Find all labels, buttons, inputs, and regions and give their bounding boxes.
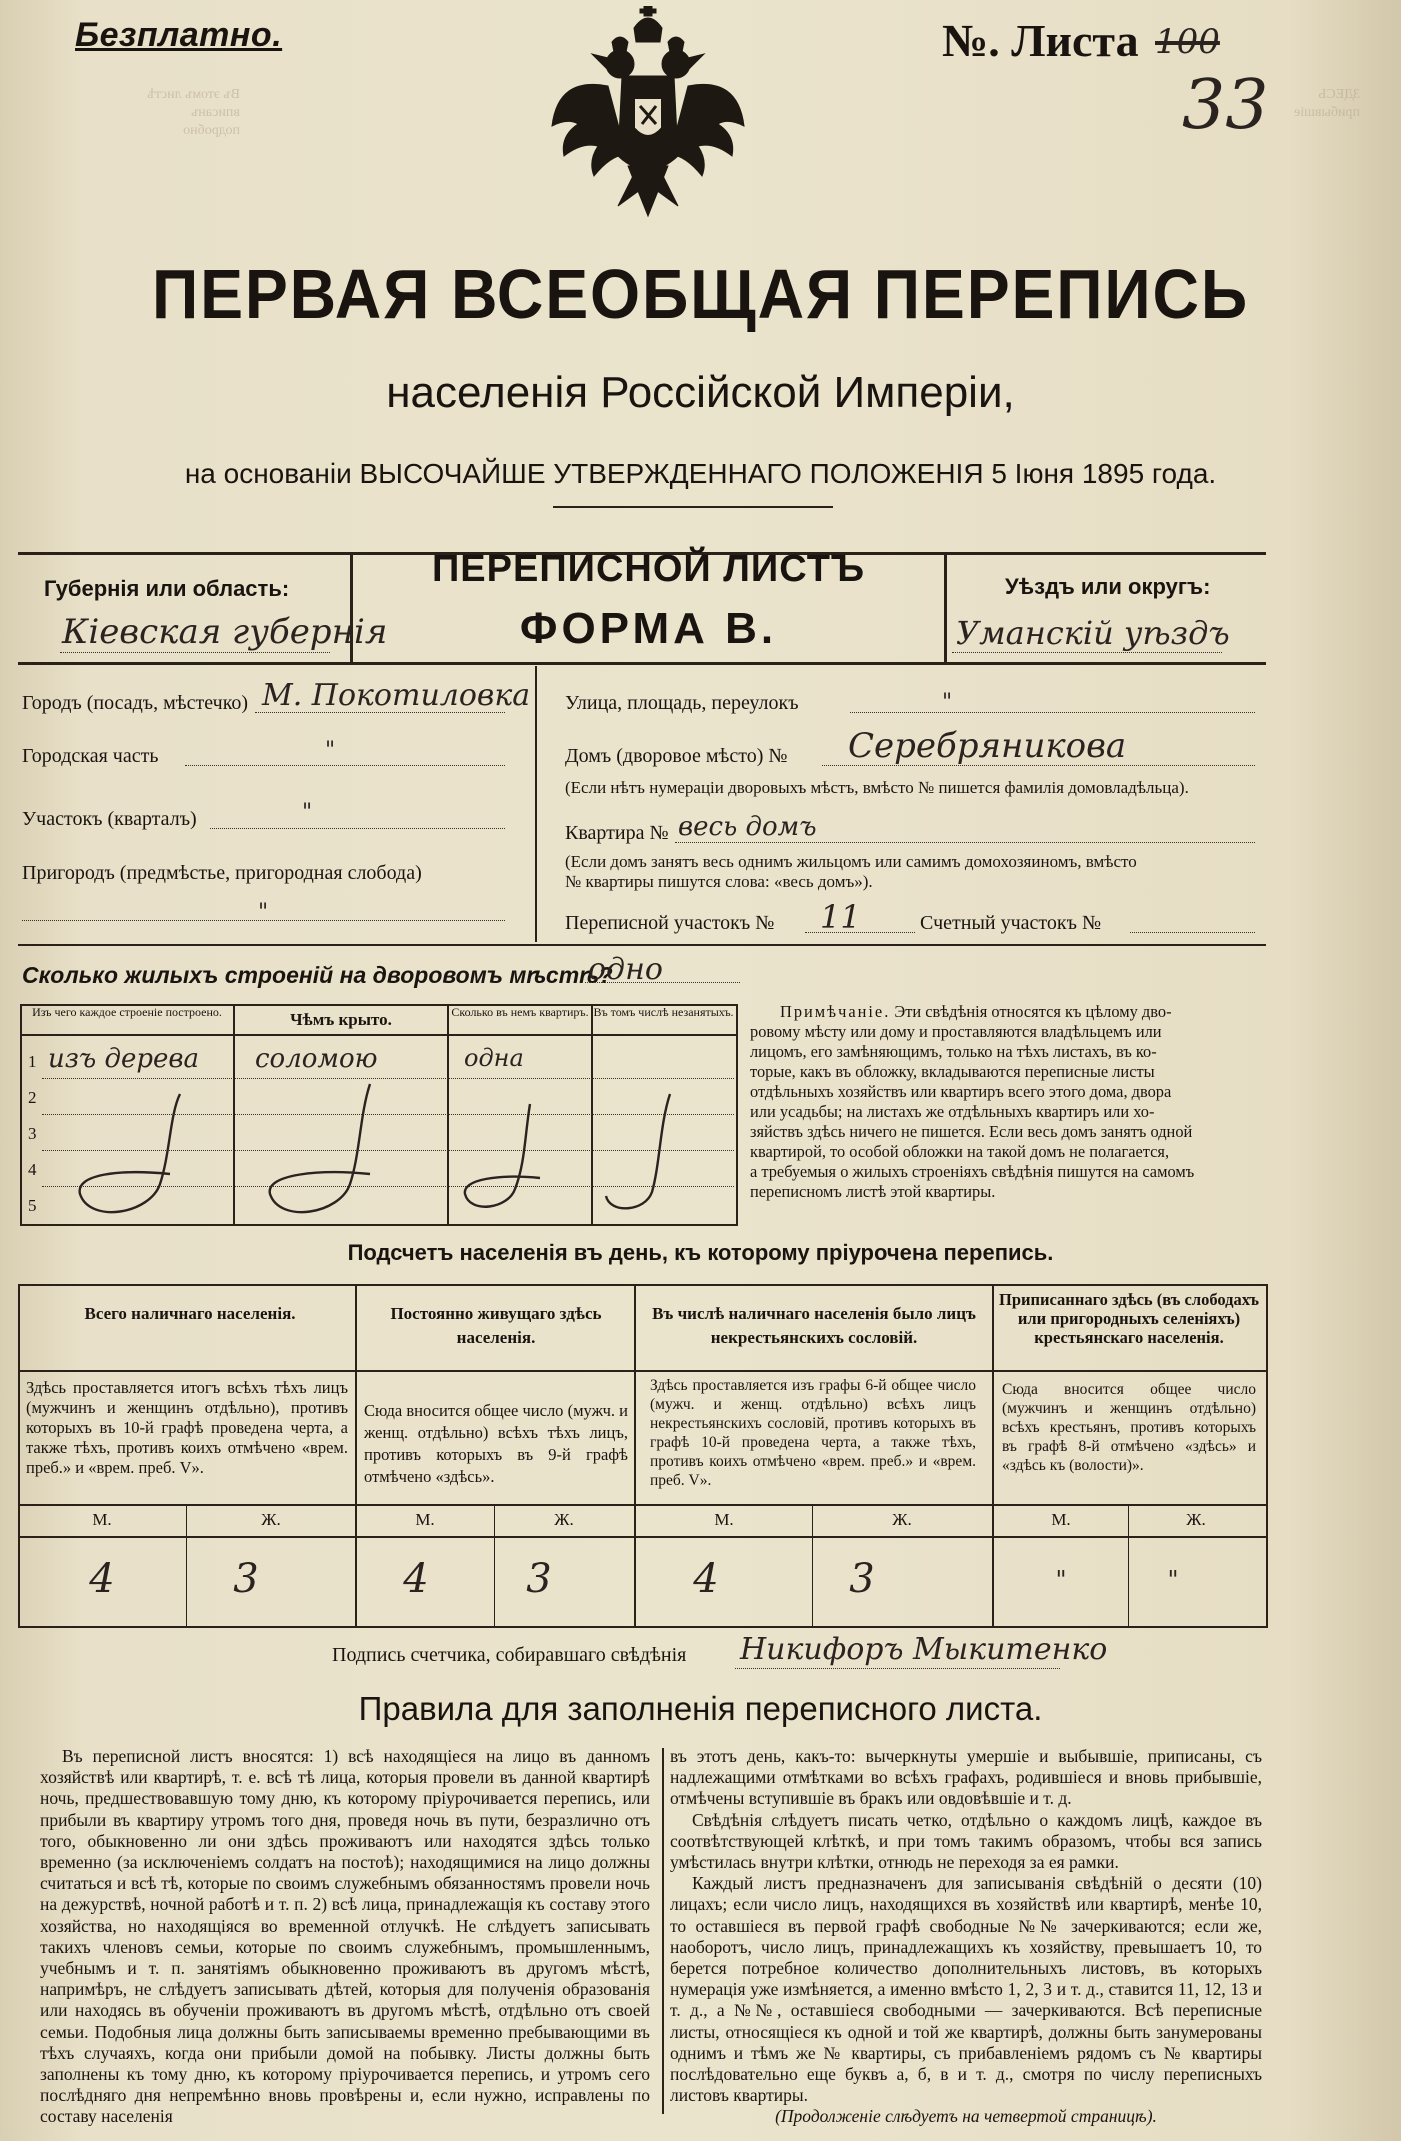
buildings-header-sep — [20, 1034, 736, 1036]
m-label: М. — [714, 1510, 734, 1529]
population-col1-head: Всего наличнаго населенія. — [84, 1304, 296, 1323]
buildings-question: Сколько жилыхъ строеній на дворовомъ мѣстѣ? — [22, 962, 613, 988]
signature-value: Никифоръ Мыкитенко — [740, 1632, 1108, 1667]
rules-paragraph: Каждый листъ предназначенъ для записыванія свѣдѣній о десяти (10) лицахъ; если число лицъ, находящихся въ хозяйствѣ или квартирѣ, менѣе 10, то оставшіеся въ первой графѣ свободные №№ зачеркиваются; если же, наоборотъ, число лицъ, принадлежащихъ къ хозяйству, превышаетъ 10, то берется потребное количество дополнительныхъ листовъ, въ которыхъ нумерація уже измѣняется, а именно вмѣсто 1, 2, 3 и т. д., ставится 11, 12, 13 и т. д., а №№, оставшіеся свободными — зачеркиваются. Всѣ переписные листы, относящіеся къ одной и той же квартирѣ, должны быть занумерованы однимъ и тѣмъ же № квартиры, съ прибавленіемъ рядомъ съ № квартиры послѣдовательно еще буквъ а, б, в и т. д., смотря по числу переписныхъ листовъ квартиры. — [670, 1873, 1262, 2106]
count-area-underline — [1130, 932, 1255, 933]
city-value: М. Покотиловка — [262, 678, 531, 713]
m-label: М. — [415, 1510, 435, 1529]
buildings-row1-roof: соломою — [255, 1044, 378, 1074]
population-col3-head: Въ числѣ наличнаго населенія было лицъ некрестьянскихъ сословій. — [652, 1304, 976, 1347]
f-label: Ж. — [554, 1510, 574, 1529]
population-head-sep — [18, 1370, 1266, 1372]
row-number: 4 — [28, 1160, 37, 1179]
imperial-eagle-emblem — [548, 6, 748, 224]
rules-right-column — [670, 1746, 1262, 2128]
buildings-col-vacant: Въ томъ числѣ незанятыхъ. — [593, 1005, 734, 1019]
district-label: Участокъ (кварталъ) — [22, 808, 197, 830]
bleed-through-right: ЗДЕСЬ прибывшіе — [1293, 87, 1360, 120]
note-line: квартирой, то особой обложки на такой домъ не полагается, — [750, 1142, 1170, 1161]
m-label: М. — [92, 1510, 112, 1529]
signature-label: Подпись счетчика, собиравшаго свѣдѣнія — [332, 1644, 687, 1666]
rules-column-divider — [662, 1748, 664, 2114]
city-part-label: Городская часть — [22, 745, 159, 767]
resident-males: 4 — [403, 1556, 429, 1602]
population-col4-head: Приписаннаго здѣсь (въ слободахъ или пригородныхъ селеніяхъ) крестьянскаго населенія. — [999, 1290, 1259, 1347]
rules-title: Правила для заполненія переписного листа. — [358, 1690, 1043, 1727]
form-type: ФОРМА В. — [519, 604, 778, 653]
peasant-females: " — [1167, 1566, 1179, 1594]
buildings-col-material: Изъ чего каждое строеніе построено. — [32, 1005, 222, 1019]
county-underline — [952, 652, 1222, 653]
population-col2-desc: Сюда вносится общее число (мужч. и женщ. отдѣльно) всѣхъ тѣхъ лицъ, противъ которыхъ въ 9-й графѣ отмѣчено «здѣсь». — [364, 1401, 628, 1486]
note-line: лицомъ, его замѣняющимъ, только на тѣхъ листахъ, въ ко- — [750, 1042, 1157, 1061]
district-underline — [210, 828, 505, 829]
buildings-row1-apartments: одна — [464, 1044, 524, 1072]
suburb-label: Пригородъ (предмѣстье, пригородная слобода) — [22, 862, 422, 884]
sheet-number-handwritten: 33 — [1182, 66, 1269, 145]
district-value: " — [302, 800, 313, 825]
population-col4-desc: Сюда вносится общее число (мужчинъ и женщинъ отдѣльно) всѣхъ крестьянъ, противъ которыхъ въ графѣ 8-й отмѣчено «здѣсь» и «здѣсь къ (волости)». — [1002, 1381, 1256, 1474]
note-line: а требуемыя о жилыхъ строеніяхъ свѣдѣнія пишутся на самомъ — [750, 1162, 1195, 1181]
rules-left-column: Въ переписной листъ вносятся: 1) всѣ находящіеся на лицо въ данномъ хозяйствѣ или квартирѣ, т. е. всѣ тѣ лица, которыя провели въ данной квартирѣ ночь, предшествовавшую тому дню, къ которому пріурочивается перепись, или прибыли въ квартиру утромъ того дня, проведя ночь въ пути, безразлично отъ того, обыкновенно ли они здѣсь проживаютъ или находятся здѣсь только временно (за исключеніемъ солдатъ на постоѣ); находящимися на лицо должны считаться и всѣ тѣ, которые по своимъ служебнымъ обязанностямъ провели ночь на дежурствѣ, ночной работѣ и т. п. 2) всѣ лица, принадлежащія къ составу этого хозяйства, но находящіяся во временной отлучкѣ. Не слѣдуетъ записывать такихъ членовъ семьи, которые по своимъ служебнымъ, промышленнымъ, учебнымъ и т. п. занятіямъ обыкновенно проживаютъ въ другомъ мѣстѣ, напримѣръ, не слѣдуетъ записывать дѣтей, которыя для полученія образованія или находясь въ обученіи проживаютъ въ другомъ мѣстѣ, отдѣльно отъ своей семьи. Подобныя лица должны быть записываемы временно пребывающими въ тѣхъ случаяхъ, когда они прибыли домой на побывку. Листы должны быть заполнены къ тому дню, къ которому пріурочивается перепись, и утромъ сего послѣдняго дня непремѣнно вновь провѣрены и, если нужно, исправлены по составу населенія — [40, 1746, 650, 2127]
title-divider — [553, 506, 833, 508]
city-part-underline — [185, 765, 505, 766]
house-label: Домъ (дворовое мѣсто) № — [565, 745, 788, 767]
census-sheet-title: ПЕРЕПИСНОЙ ЛИСТЪ — [431, 548, 866, 590]
row-number: 1 — [28, 1052, 37, 1071]
province-underline — [60, 652, 330, 653]
f-label: Ж. — [892, 1510, 912, 1529]
count-area-label: Счетный участокъ № — [920, 912, 1102, 934]
nonpeasant-females: 3 — [849, 1556, 875, 1602]
population-desc-sep — [18, 1504, 1266, 1506]
census-basis: на основаніи ВЫСОЧАЙШЕ УТВЕРЖДЕННАГО ПОЛОЖЕНІЯ 5 Іюня 1895 года. — [184, 458, 1217, 489]
total-females: 3 — [233, 1556, 259, 1602]
population-col2-head: Постоянно живущаго здѣсь населенія. — [390, 1304, 602, 1347]
form-box-bottom — [18, 662, 1266, 665]
note-title: Примѣчаніе. — [780, 1002, 891, 1021]
house-value: Серебряникова — [848, 726, 1127, 766]
address-divider — [535, 666, 537, 942]
province-label: Губернія или область: — [44, 576, 290, 601]
apartment-note-1: (Если домъ занятъ весь однимъ жильцомъ или самимъ домохозяиномъ, вмѣсто — [565, 852, 1137, 871]
street-label: Улица, площадь, переулокъ — [565, 692, 799, 714]
m-label: М. — [1051, 1510, 1071, 1529]
province-value: Кіевская губернія — [62, 612, 388, 652]
county-label: Уѣздъ или округъ: — [1005, 574, 1211, 599]
street-underline — [850, 712, 1255, 713]
free-label: Безплатно. — [75, 16, 283, 54]
sheet-number-struck: 100 — [1155, 22, 1220, 62]
suburb-underline — [22, 920, 505, 921]
rules-paragraph: Свѣдѣнія слѣдуетъ писать четко, отдѣльно о каждомъ лицѣ, каждое въ соотвѣтствующей клѣткѣ, и при томъ такимъ образомъ, чтобы вся запись умѣстилась внутри клѣтки, отнюдь не переходя за ея рамки. — [670, 1809, 1262, 1873]
bleed-through-left: Въ этомъ листѣ вписанъ подробно — [147, 87, 240, 138]
address-bottom-line — [18, 944, 1266, 946]
cancel-strokes — [20, 1074, 736, 1224]
census-area-value: 11 — [820, 898, 861, 936]
street-value: " — [942, 690, 953, 715]
buildings-answer: одно — [588, 952, 663, 987]
resident-females: 3 — [526, 1556, 552, 1602]
census-area-label: Переписной участокъ № — [565, 912, 775, 934]
row-number: 5 — [28, 1196, 37, 1215]
f-label: Ж. — [261, 1510, 281, 1529]
census-area-underline — [805, 932, 915, 933]
nonpeasant-males: 4 — [693, 1556, 719, 1602]
rules-paragraph: въ этотъ день, какъ-то: вычеркнуты умершіе и выбывшіе, приписаны, съ надлежащими отмѣтками во всѣхъ графахъ, родившіеся и вновь прибывшіе, отмѣчены вступившіе въ бракъ или овдовѣвшіе и т. д. — [670, 1746, 1262, 1809]
sheet-number-label: №. Листа — [942, 15, 1139, 66]
note-line: переписномъ листѣ этой квартиры. — [750, 1182, 996, 1201]
note-line: или усадьбы; на листахъ же отдѣльныхъ квартиръ или хо- — [750, 1102, 1155, 1121]
buildings-note — [750, 1002, 1270, 1202]
f-label: Ж. — [1186, 1510, 1206, 1529]
population-mf-sep — [18, 1536, 1266, 1538]
note-line: ровому мѣсту или дому и проставляются владѣльцемъ или — [750, 1022, 1162, 1041]
buildings-answer-underline — [585, 982, 740, 983]
apartment-note-2: № квартиры пишутся слова: «весь домъ»). — [565, 872, 873, 891]
buildings-row1-material: изъ дерева — [48, 1044, 200, 1074]
buildings-col-apartments: Сколько въ немъ квартиръ. — [451, 1005, 589, 1019]
city-underline — [255, 712, 505, 713]
population-col3-desc: Здѣсь проставляется изъ графы 6-й общее число (мужч. и женщ. отдѣльно) всѣхъ лицъ некрестьянскихъ сословій, противъ которыхъ въ графѣ 10-й проведена черта, а также тѣхъ, противъ коихъ отмѣчено «врем. преб.» и «врем. преб. V». — [650, 1377, 976, 1489]
row-number: 3 — [28, 1124, 37, 1143]
county-value: Уманскій уѣздъ — [956, 614, 1230, 652]
form-box-divider-right — [944, 552, 947, 664]
city-part-value: " — [325, 738, 336, 763]
apartment-label: Квартира № — [565, 822, 669, 844]
census-title: ПЕРВАЯ ВСЕОБЩАЯ ПЕРЕПИСЬ — [151, 255, 1250, 333]
peasant-males: " — [1055, 1566, 1067, 1594]
house-underline — [822, 765, 1255, 766]
city-label: Городъ (посадъ, мѣстечко) — [22, 692, 249, 714]
population-col1-desc: Здѣсь проставляется итогъ всѣхъ тѣхъ лицъ (мужчинъ и женщинъ отдѣльно), противъ которыхъ въ 10-й графѣ проведена черта, а также тѣхъ, противъ коихъ отмѣчено «врем. преб.» и «врем. преб. V». — [26, 1378, 348, 1477]
note-line: зяйствъ здѣсь ничего не пишется. Если весь домъ занятъ одной — [750, 1122, 1193, 1141]
buildings-col-roof: Чѣмъ крыто. — [290, 1010, 392, 1029]
rules-continued-note: (Продолженіе слѣдуетъ на четвертой страницѣ). — [775, 2106, 1157, 2127]
total-males: 4 — [89, 1556, 115, 1602]
row-number: 2 — [28, 1088, 37, 1107]
note-line: торые, какъ въ обложку, вкладываются переписные листы — [750, 1062, 1155, 1081]
note-line: Эти свѣдѣнія относятся къ цѣлому дво- — [894, 1002, 1172, 1021]
census-subtitle: населенія Россійской Имперіи, — [386, 368, 1015, 417]
house-note: (Если нѣтъ нумераціи дворовыхъ мѣстъ, вмѣсто № пишется фамилія домовладѣльца). — [565, 778, 1189, 797]
apartment-underline — [675, 842, 1255, 843]
signature-underline — [735, 1668, 1060, 1669]
apartment-value: весь домъ — [678, 812, 817, 842]
note-line: отдѣльныхъ хозяйствъ или квартиръ всего этого дома, двора — [750, 1082, 1172, 1101]
suburb-value: " — [258, 900, 269, 925]
population-title: Подсчетъ населенія въ день, къ которому пріурочена перепись. — [347, 1240, 1054, 1265]
